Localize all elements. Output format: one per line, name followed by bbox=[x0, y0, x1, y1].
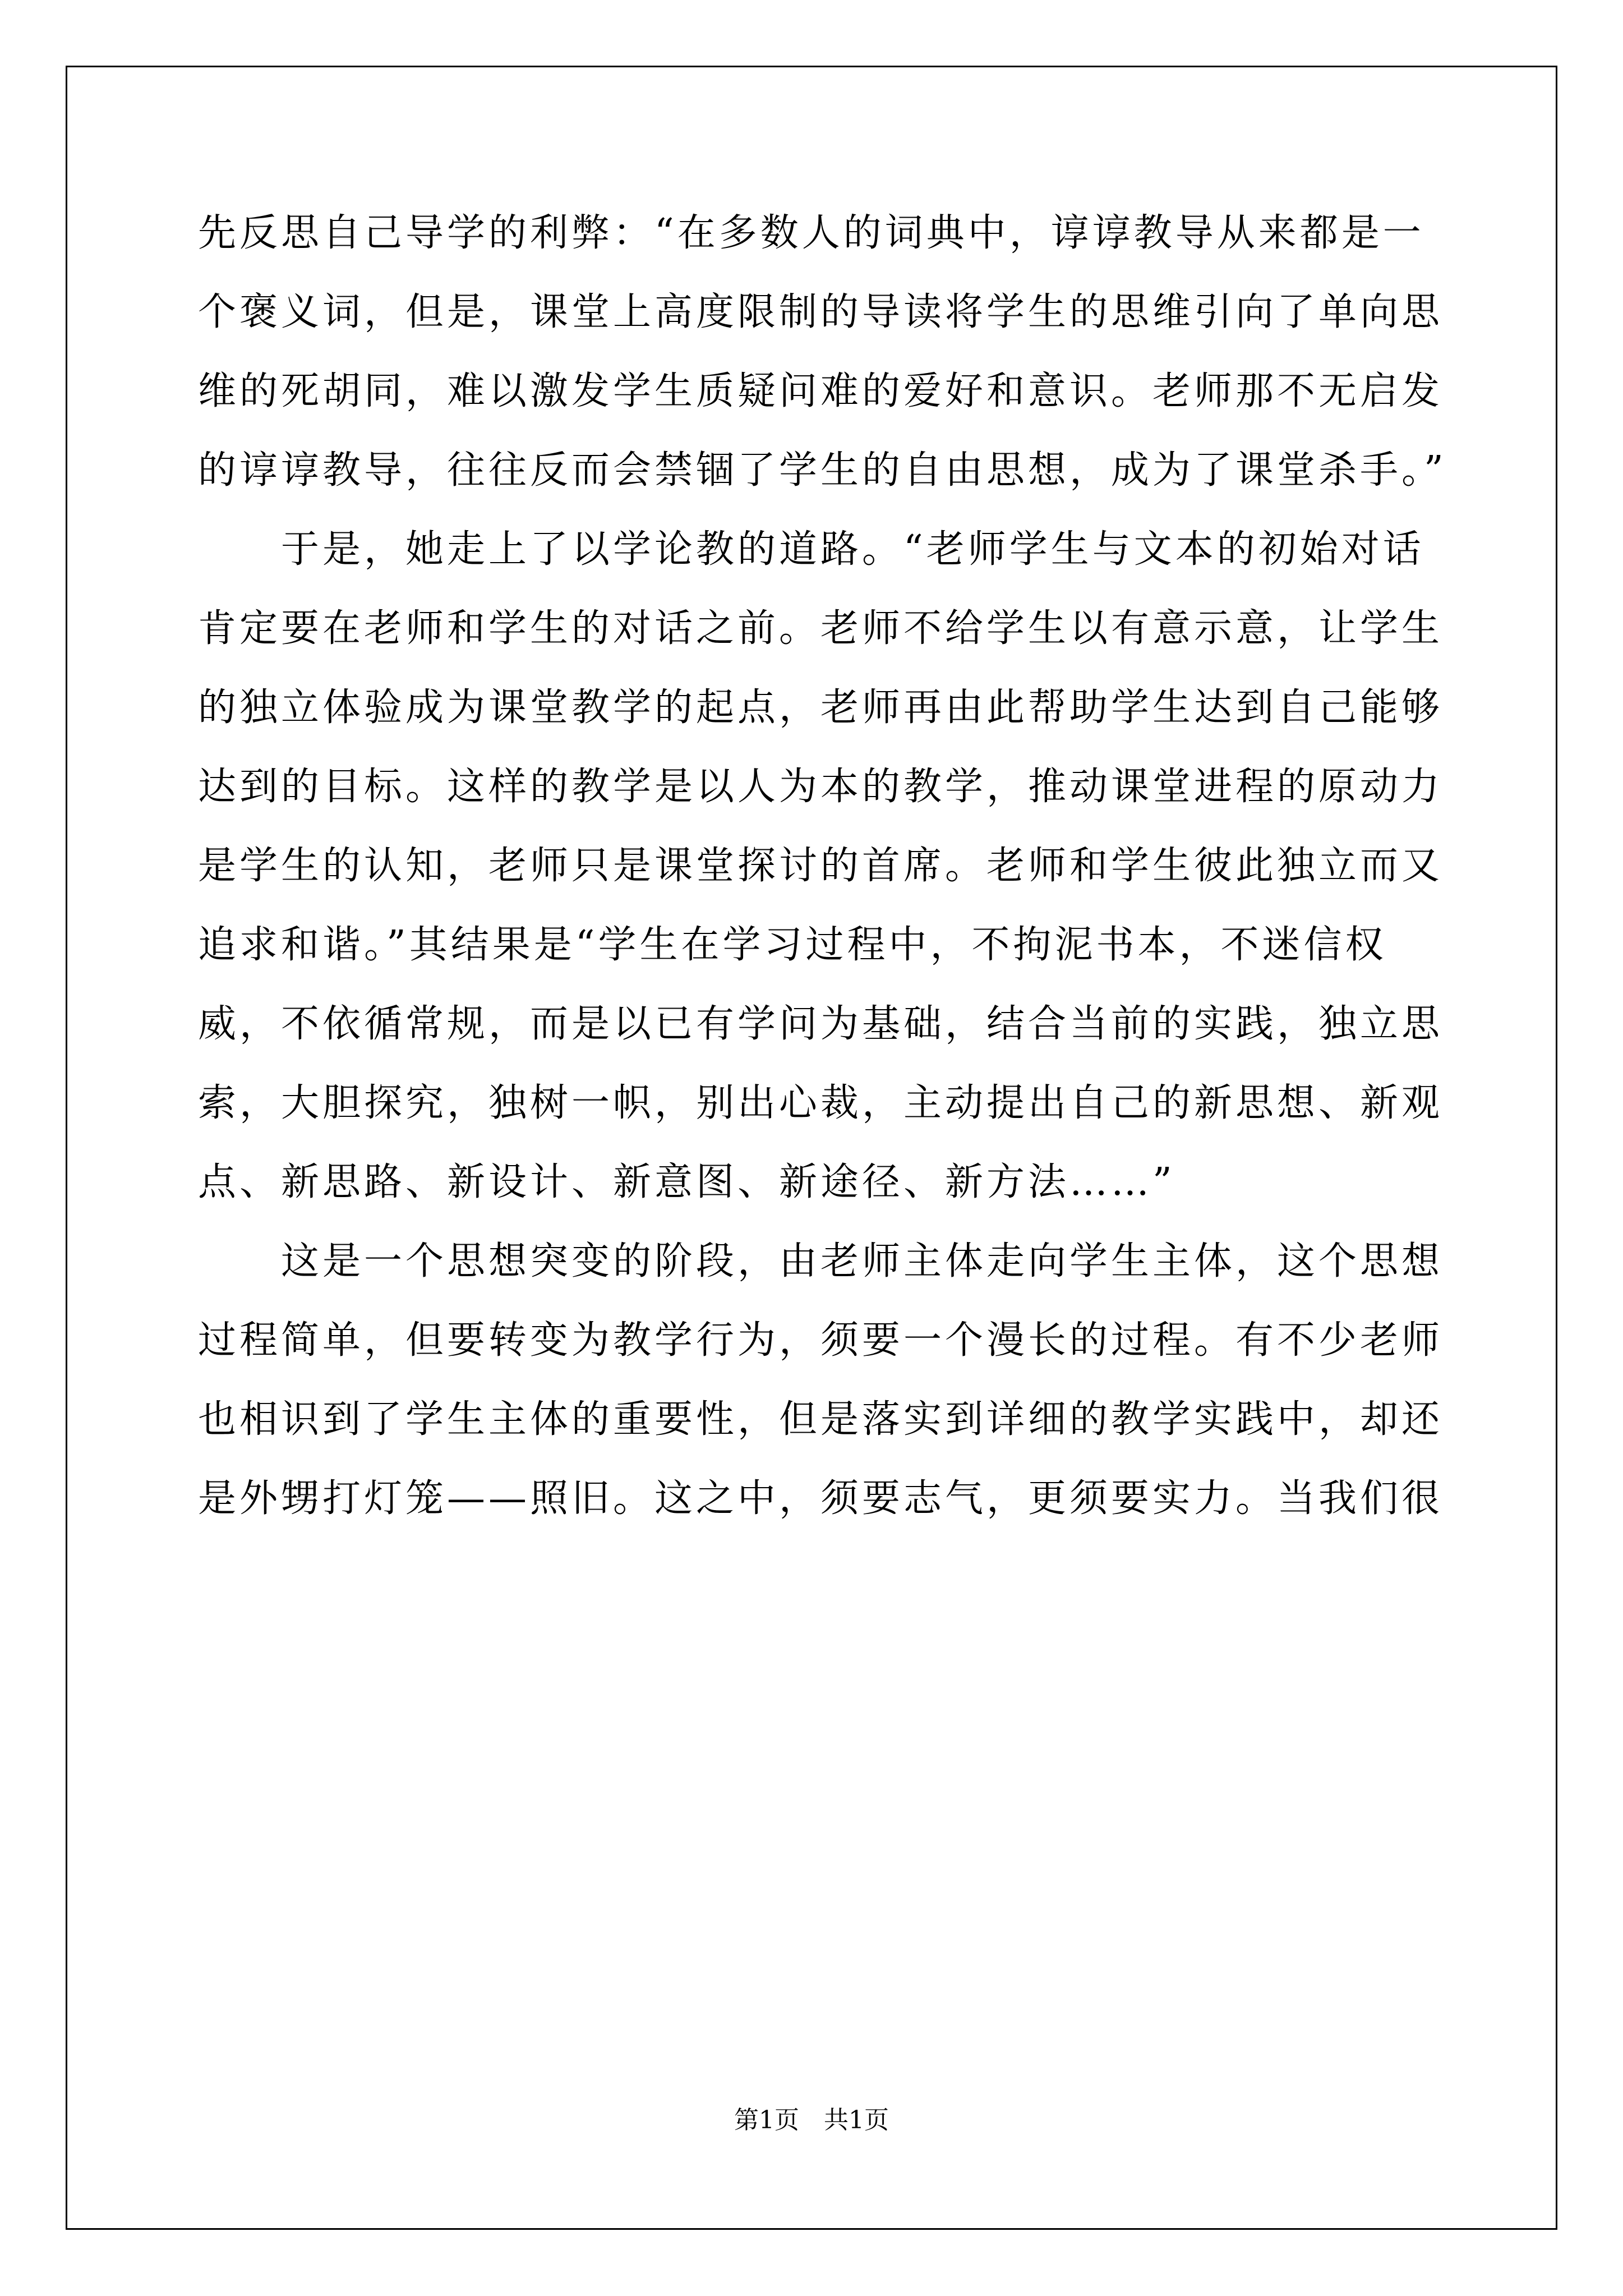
text-line: 维的死胡同，难以激发学生质疑问难的爱好和意识。老师那不无启发 bbox=[198, 369, 1444, 413]
text-line: 先反思自己导学的利弊：“在多数人的词典中，谆谆教导从来都是一 bbox=[198, 211, 1424, 255]
text-line: 点、新思路、新设计、新意图、新途径、新方法……” bbox=[198, 1160, 1175, 1204]
text-line: 索，大胆探究，独树一帜，别出心裁，主动提出自己的新思想、新观 bbox=[198, 1081, 1444, 1125]
text-line: 的谆谆教导，往往反而会禁锢了学生的自由思想，成为了课堂杀手。” bbox=[198, 448, 1447, 493]
page-footer: 第1页 共1页 bbox=[734, 2106, 889, 2134]
text-line: 也相识到了学生主体的重要性，但是落实到详细的教学实践中，却还 bbox=[198, 1397, 1444, 1442]
text-line: 于是，她走上了以学论教的道路。“老师学生与文本的初始对话 bbox=[198, 527, 1424, 572]
text-line: 过程简单，但要转变为教学行为，须要一个漫长的过程。有不少老师 bbox=[198, 1318, 1444, 1363]
text-line: 威，不依循常规，而是以已有学问为基础，结合当前的实践，独立思 bbox=[198, 1002, 1444, 1046]
text-line: 追求和谐。”其结果是“学生在学习过程中，不拘泥书本，不迷信权 bbox=[198, 923, 1387, 967]
text-line: 这是一个思想突变的阶段，由老师主体走向学生主体，这个思想 bbox=[198, 1239, 1444, 1283]
text-line: 的独立体验成为课堂教学的起点，老师再由此帮助学生达到自己能够 bbox=[198, 685, 1444, 730]
text-line: 是学生的认知，老师只是课堂探讨的首席。老师和学生彼此独立而又 bbox=[198, 844, 1444, 888]
text-line: 个褒义词，但是，课堂上高度限制的导读将学生的思维引向了单向思 bbox=[198, 290, 1444, 334]
text-line: 是外甥打灯笼——照旧。这之中，须要志气，更须要实力。当我们很 bbox=[198, 1476, 1444, 1521]
text-line: 达到的目标。这样的教学是以人为本的教学，推动课堂进程的原动力 bbox=[198, 765, 1444, 809]
text-line: 肯定要在老师和学生的对话之前。老师不给学生以有意示意，让学生 bbox=[198, 606, 1444, 651]
